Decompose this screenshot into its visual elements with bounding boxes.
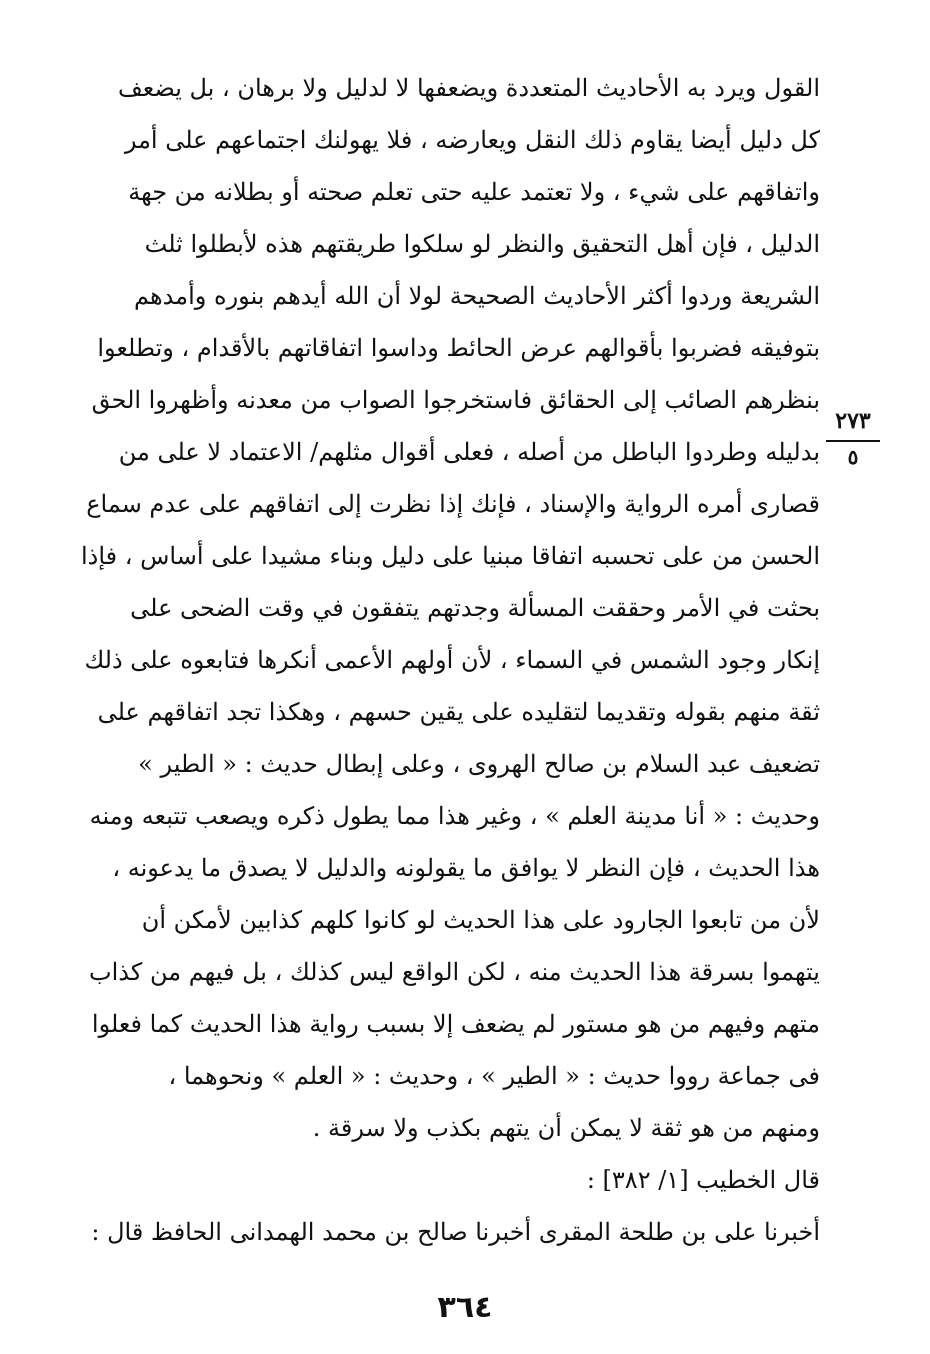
text-line-16: هذا الحديث ، فإن النظر لا يوافق ما يقولونه والدليل لا يصدق ما يدعونه ، [112, 854, 820, 882]
margin-reference [826, 408, 880, 468]
text-line-5: الشريعة وردوا أكثر الأحاديث الصحيحة لولا أن الله أيدهم بنوره وأمدهم [134, 282, 820, 310]
text-line-2: كل دليل أيضا يقاوم ذلك النقل ويعارضه ، فلا يهولنك اجتماعهم على أمر [124, 126, 820, 154]
text-line-12: إنكار وجود الشمس في السماء ، لأن أولهم الأعمى أنكرها فتابعوه على ذلك [84, 646, 820, 674]
text-line-10: الحسن من على تحسبه اتفاقا مبنيا على دليل وبناء مشيدا على أساس ، فإذا [80, 542, 820, 570]
text-line-13: ثقة منهم بقوله وتقديما لتقليده على يقين حسهم ، وهكذا تجد اتفاقهم على [97, 698, 820, 726]
text-line-14: تضعيف عبد السلام بن صالح الهروى ، وعلى إبطال حديث : « الطير » [138, 750, 820, 778]
original-page-number: ٢٧٣ [835, 408, 871, 434]
text-line-20: فى جماعة رووا حديث : « الطير » ، وحديث : « العلم » ونحوهما ، [168, 1062, 820, 1090]
text-line-15: وحديث : « أنا مدينة العلم » ، وغير هذا مما يطول ذكره ويصعب تتبعه ومنه [89, 802, 820, 830]
page-number: ٣٦٤ [437, 1290, 493, 1325]
line-marker: ٥ [847, 445, 859, 469]
text-line-7: بنظرهم الصائب إلى الحقائق فاستخرجوا الصواب من معدنه وأظهروا الحق [91, 386, 820, 414]
body-text [80, 62, 820, 1258]
text-line-17: لأن من تابعوا الجارود على هذا الحديث لو كانوا كلهم كذابين لأمكن أن [141, 906, 820, 934]
isnad-line: أخبرنا على بن طلحة المقرى أخبرنا صالح بن محمد الهمدانى الحافظ قال : [91, 1218, 820, 1246]
text-line-9: قصارى أمره الرواية والإسناد ، فإنك إذا نظرت إلى اتفاقهم على عدم سماع [86, 490, 820, 518]
text-line-21: ومنهم من هو ثقة لا يمكن أن يتهم بكذب ولا سرقة . [312, 1114, 820, 1142]
text-line-11: بحثت في الأمر وحققت المسألة وجدتهم يتفقون في وقت الضحى على [130, 594, 820, 622]
text-line-8: بدليله وطردوا الباطل من أصله ، فعلى أقوال مثلهم/ الاعتماد لا على من [118, 438, 820, 466]
text-line-4: الدليل ، فإن أهل التحقيق والنظر لو سلكوا طريقتهم هذه لأبطلوا ثلث [144, 230, 820, 258]
margin-divider [826, 440, 880, 442]
text-line-1: القول ويرد به الأحاديث المتعددة ويضعفها لا لدليل ولا برهان ، بل يضعف [117, 74, 820, 102]
text-line-19: متهم وفيهم من هو مستور لم يضعف إلا بسبب رواية هذا الحديث كما فعلوا [91, 1010, 820, 1038]
text-line-6: بتوفيقه فضربوا بأقوالهم عرض الحائط وداسوا اتفاقاتهم بالأقدام ، وتطلعوا [97, 334, 820, 362]
text-line-3: واتفاقهم على شيء ، ولا تعتمد عليه حتى تعلم صحته أو بطلانه من جهة [128, 178, 820, 206]
text-line-18: يتهموا بسرقة هذا الحديث منه ، لكن الواقع ليس كذلك ، بل فيهم من كذاب [89, 958, 820, 986]
citation-line: قال الخطيب [١/ ٣٨٢] : [586, 1166, 820, 1194]
